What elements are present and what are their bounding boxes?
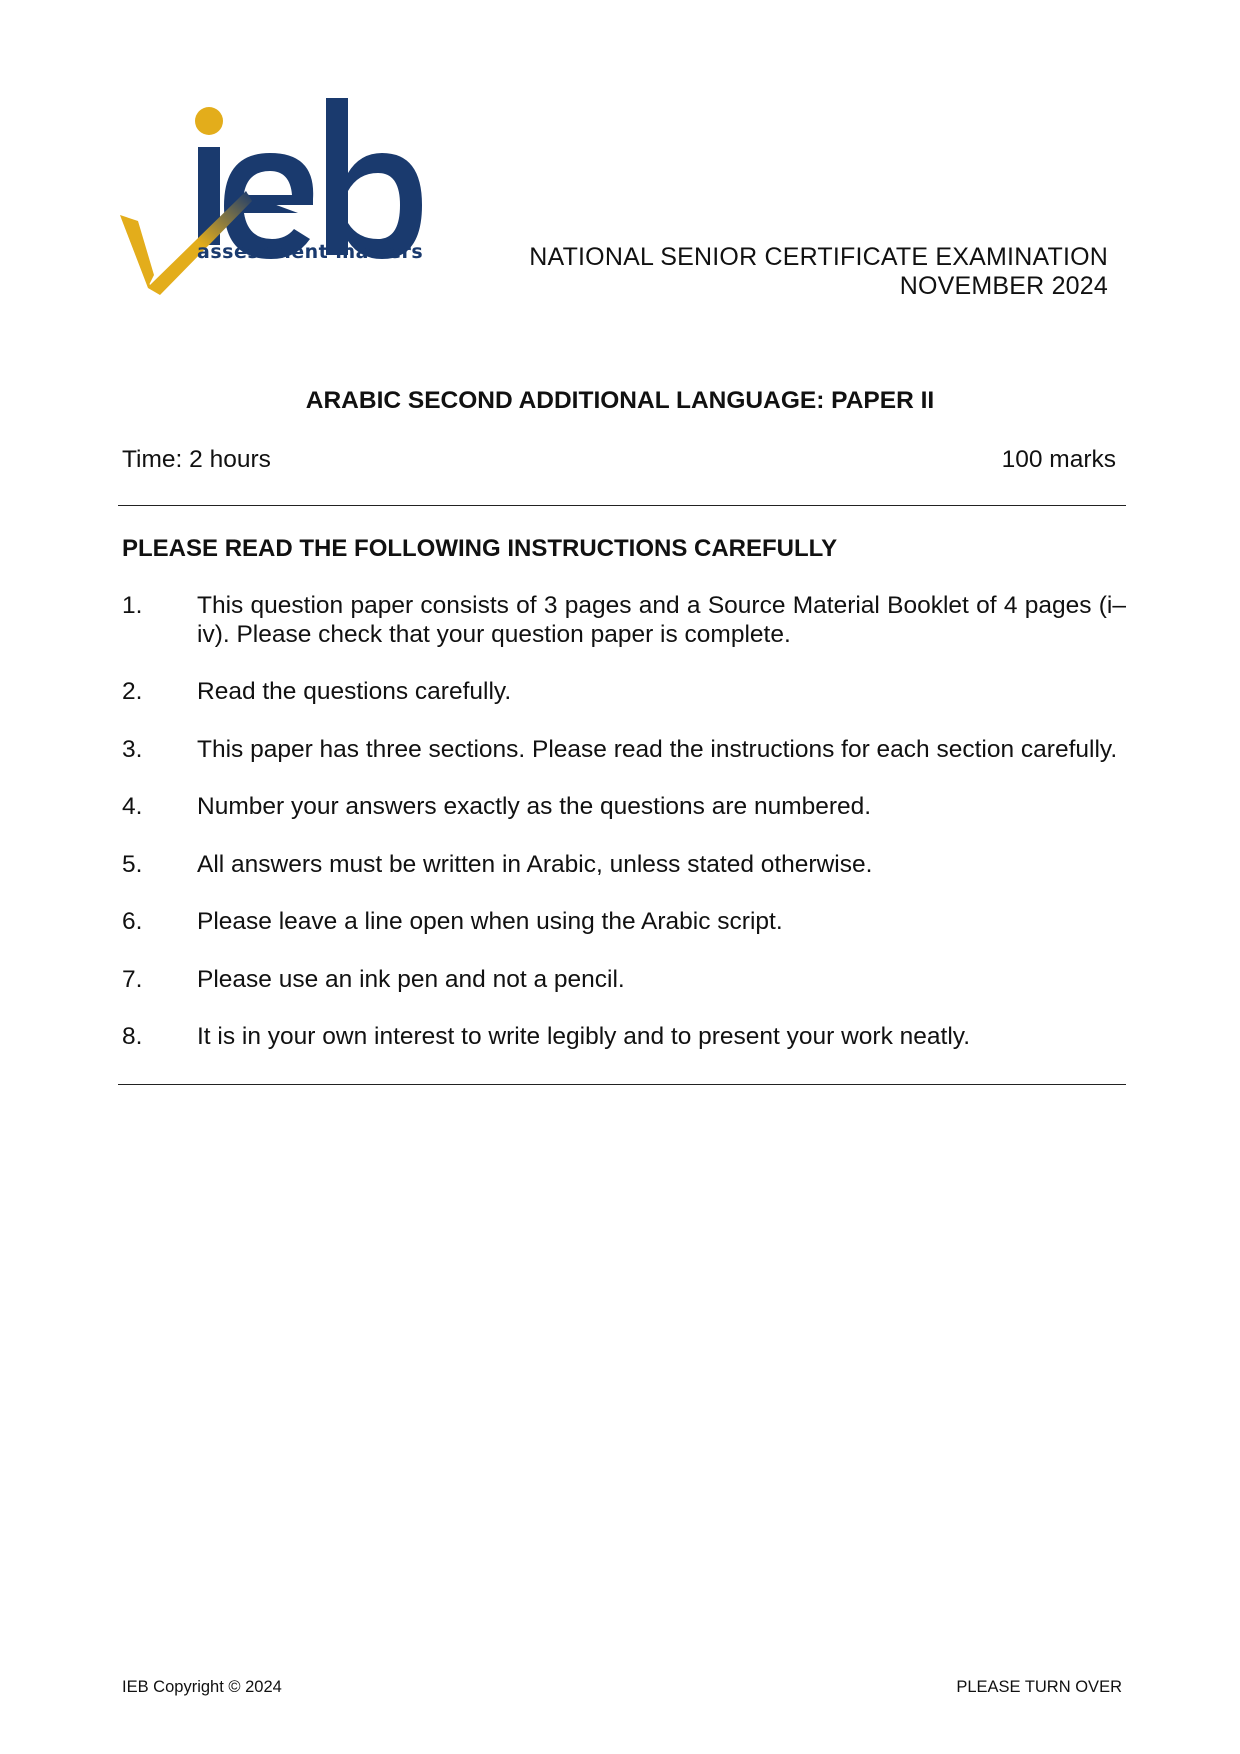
- instruction-item: [122, 592, 1126, 649]
- instruction-text: All answers must be written in Arabic, unless stated otherwise.: [197, 850, 873, 878]
- instruction-number: 8.: [122, 1023, 143, 1050]
- logo-letter-b-stem: [326, 98, 348, 255]
- instruction-text: Number your answers exactly as the questions are numbered.: [197, 793, 872, 820]
- instruction-text: This question paper consists of 3 pages and a Source Material Booklet of 4 pages (i–iv). Please check that your question paper is complete.: [197, 592, 1126, 648]
- instruction-number: 4.: [122, 793, 143, 820]
- footer-copyright: IEB Copyright © 2024: [122, 1678, 282, 1696]
- instruction-text: Please leave a line open when using the Arabic script.: [197, 908, 783, 935]
- instruction-text: This paper has three sections. Please read the instructions for each section carefully.: [197, 735, 1118, 763]
- divider-top: [118, 505, 1126, 506]
- instruction-item: [122, 793, 1126, 822]
- instructions-heading: PLEASE READ THE FOLLOWING INSTRUCTIONS CAREFULLY: [122, 535, 838, 562]
- footer-turn-over: PLEASE TURN OVER: [956, 1678, 1122, 1696]
- exam-name: NATIONAL SENIOR CERTIFICATE EXAMINATION: [529, 243, 1108, 271]
- instruction-item: [122, 908, 1126, 937]
- paper-title: ARABIC SECOND ADDITIONAL LANGUAGE: PAPER II: [305, 387, 935, 414]
- instructions-list: [122, 592, 1126, 1081]
- instruction-number: 1.: [122, 592, 143, 619]
- ieb-logo: [120, 95, 470, 325]
- logo-tagline: assessment matters: [197, 241, 424, 263]
- instruction-item: [122, 851, 1126, 880]
- instruction-item: [122, 1023, 1126, 1052]
- instruction-item: [122, 736, 1126, 765]
- instruction-text: Please use an ink pen and not a pencil.: [197, 965, 625, 993]
- exam-date: NOVEMBER 2024: [899, 272, 1108, 300]
- time-allowed: Time: 2 hours: [122, 446, 271, 473]
- divider-bottom: [118, 1084, 1126, 1085]
- instruction-number: 2.: [122, 678, 143, 705]
- instruction-number: 7.: [122, 965, 143, 993]
- exam-header: [529, 243, 1108, 301]
- instruction-number: 3.: [122, 735, 143, 763]
- total-marks: 100 marks: [1001, 446, 1116, 473]
- instruction-text: It is in your own interest to write legibly and to present your work neatly.: [197, 1023, 971, 1050]
- instruction-number: 6.: [122, 908, 143, 935]
- logo-dot: [195, 107, 223, 135]
- instruction-item: [122, 678, 1126, 707]
- instruction-text: Read the questions carefully.: [197, 678, 512, 705]
- instruction-number: 5.: [122, 850, 143, 878]
- instruction-item: [122, 966, 1126, 995]
